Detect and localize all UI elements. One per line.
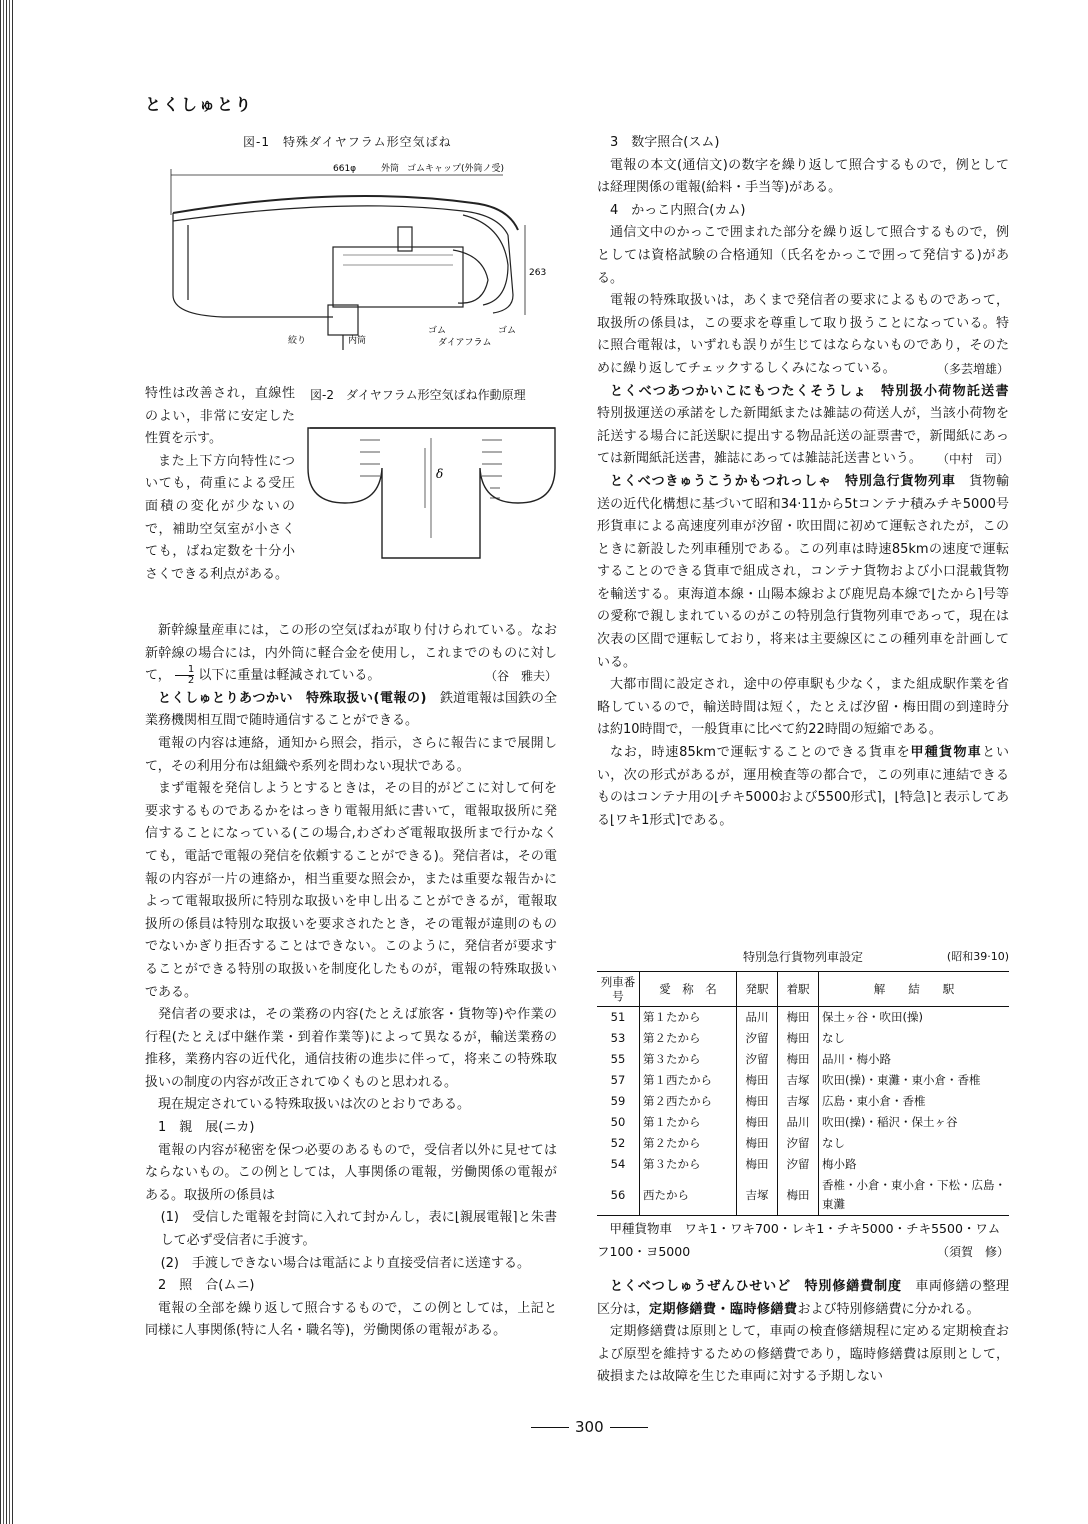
- figure-2-operating-principle-diagram: [300, 408, 562, 608]
- right-p8-text-a: なお，時速85kmで運転することのできる貨車を: [610, 745, 911, 761]
- subsection-2-text: 電報の全部を繰り返して照合するもので，この例としては，上記と同様に人事関係(特に人名・職名等)，労働関係の電報がある。: [145, 1300, 557, 1339]
- page-number-text: 300: [575, 1418, 604, 1436]
- fig1-label-diameter: 661φ: [333, 164, 357, 174]
- subsection-1-item-2: (2) 手渡しできない場合は電話により直接受信者に送達する。: [160, 1255, 531, 1271]
- cell-train-number: 55: [610, 1052, 626, 1066]
- cell-coupling-stations: 吹田(操)・稲沢・保土ヶ谷: [819, 1112, 1010, 1133]
- cell-destination: 梅田: [778, 1007, 819, 1029]
- table-date: (昭和39·10): [946, 950, 1009, 963]
- entry-text: 鉄道電報は国鉄の全業務機関相互間で随時通信することができる。: [145, 690, 557, 729]
- fraction-denominator: 2: [187, 675, 195, 687]
- cell-coupling-stations: なし: [819, 1028, 1010, 1049]
- table-row: [597, 1175, 1009, 1216]
- table-title: 特別急行貨物列車設定: [742, 950, 863, 964]
- right-column-lower: [597, 1276, 1009, 1389]
- right-p6: [597, 290, 1009, 380]
- entry-bold: 定期修繕費・臨時修繕費: [649, 1301, 798, 1317]
- right-p6-text: 電報の特殊取扱いは，あくまで発信者の要求によるものであって，取扱所の係員は，この要求を尊重して取り扱うことになっている。特に照合電報は，いずれも誤りが生じてはならないものであり，そのために繰り返してチェックするしくみになっている。: [597, 293, 1009, 376]
- subsection-2-title: 2 照 合(ムニ): [158, 1278, 255, 1294]
- cell-origin: 梅田: [737, 1154, 778, 1175]
- subsection-3-text: 電報の本文(通信文)の数字を繰り返して照合するもので，例としては経理関係の電報(給料・手当等)がある。: [597, 157, 1009, 196]
- entry-text-a: 車両修繕の整理区分は，: [597, 1279, 1009, 1317]
- subsection-3-title: 3 数字照合(スム): [610, 135, 720, 150]
- cell-origin: 汐留: [737, 1049, 778, 1070]
- entry-tokubetsu-atsukai-konimotsu: [597, 381, 1009, 471]
- subsection-1-title: 1 親 展(ニカ): [158, 1120, 255, 1136]
- side-text: [145, 383, 295, 586]
- side-paragraph-1: 特性は改善され，直線性のよい，非常に安定した性質を示す。: [145, 386, 295, 447]
- entry-text-b: および特別修繕費に分かれる。: [797, 1301, 980, 1317]
- cell-nickname: 第１たから: [640, 1112, 737, 1133]
- left-p1-end: 以下に重量は軽減されている。: [198, 668, 381, 684]
- table-row: [597, 1154, 1009, 1175]
- table-title-row: [597, 948, 1009, 965]
- fraction-numerator: 1: [175, 665, 194, 676]
- table-row: [597, 1091, 1009, 1112]
- figure-1-air-spring-diagram: [163, 155, 547, 355]
- cell-coupling-stations: 梅小路: [819, 1154, 1010, 1175]
- cars-list: ワキ1・ワキ700・レキ1・チキ5000・チキ5500・ワムフ100・ヨ5000: [597, 1221, 1001, 1259]
- col-destination: 着駅: [778, 972, 819, 1007]
- cell-destination: 汐留: [778, 1133, 819, 1154]
- cell-train-number: 52: [610, 1136, 626, 1150]
- entry-tokushu-toriatsukai: [145, 688, 557, 733]
- fig1-label-height: 263: [529, 268, 547, 278]
- cell-nickname: 第３たから: [640, 1049, 737, 1070]
- cell-train-number: 50: [610, 1115, 626, 1129]
- left-p3: まず電報を発信しようとするときは，その目的がどこに対して何を要求するものであるかをはっきり電報用紙に書いて，電報取扱所に発信することになっている(この場合,わざわざ電報取扱所まで行かなくても，電話で電報の発信を依頼することができる)。発信者は，その電報の内容が一片の連絡か，相当重要な照会か，または重要な報告かによって電報取扱所に特別な取扱いを申し出ることができるが，電報取扱所の係員は特別な取扱いを要求されたとき，その電報が違則のものでないかぎり拒否することはできない。このように，発信者が要求することができる特別の取扱いを制度化したものが，電報の特殊取扱いである。: [145, 781, 557, 1000]
- cell-coupling-stations: 品川・梅小路: [819, 1049, 1010, 1070]
- subsection-1-text: 電報の内容が秘密を保つ必要のあるもので，受信者以外に見せてはならないもの。この例としては，人事関係の電報，労働関係の電報がある。取扱所の係員は: [145, 1142, 557, 1203]
- entry-title: 特別急行貨物列車: [845, 473, 956, 489]
- fig1-label-outer: 外筒: [381, 164, 400, 174]
- cell-origin: 品川: [737, 1007, 778, 1029]
- entry-text: 貨物輸送の近代化構想に基づいて昭和34·11から5tコンテナ積みチキ5000号形貨車による高速度列車が汐留・吹田間に初めて運転されたが，このときに新設した列車種別である。この列車は時速85kmの速度で運転することのできる貨車で組成され，コンテナ貨物および小口混載貨物を輸送する。東海道本線・山陽本線および鹿児島本線で⌊たから⌉号等の愛称で親しまれているのがこの特別急行貨物列車であって，現在は次表の区間で運転しており，将来は主要線区にこの種列車を計画している。: [597, 473, 1009, 670]
- cell-coupling-stations: 香椎・小倉・東小倉・下松・広島・東灘: [819, 1175, 1010, 1216]
- fig1-label-rubber2: ゴム: [498, 326, 517, 336]
- left-p1: [145, 620, 557, 688]
- cell-train-number: 57: [610, 1073, 626, 1087]
- table-row: [597, 1028, 1009, 1049]
- cell-train-number: 59: [610, 1094, 626, 1108]
- page-number: [525, 1418, 654, 1436]
- running-header: とくしゅとり: [145, 95, 254, 114]
- express-freight-table: [597, 948, 1009, 1216]
- cell-train-number: 54: [610, 1157, 626, 1171]
- cell-coupling-stations: 広島・東小倉・香椎: [819, 1091, 1010, 1112]
- right-p9: 定期修繕費は原則として，車両の検査修繕規程に定める定期検査および原型を維持するための修繕費であり，臨時修繕費は原則として，破損または故障を生じた車両に対する予期しない: [597, 1324, 1009, 1385]
- left-p2: 電報の内容は連絡，通知から照会，指示，さらに報告にまで展開して，その利用分布は組織や系列を問わない現状である。: [145, 735, 557, 774]
- right-p7: 大都市間に設定され，途中の停車駅も少なく，また組成駅作業を省略しているので，輸送時間は短く，たとえば汐留・梅田間の到達時分は約10時間で，一般貨車に比べて約22時間の短縮である。: [597, 677, 1009, 738]
- side-paragraph-2: また上下方向特性についても，荷重による受圧面積の変化が少ないので，補助空気室が小さくても，ばね定数を十分小さくできる利点がある。: [145, 453, 295, 582]
- fig1-label-diaphragm: ダイアフラム: [438, 338, 492, 348]
- author-suga: （須賀 修）: [936, 1244, 1009, 1259]
- class-a-freight-cars: [597, 1218, 1009, 1263]
- entry-title: 特別修繕費制度: [804, 1279, 902, 1294]
- cell-origin: 汐留: [737, 1028, 778, 1049]
- cell-origin: 梅田: [737, 1091, 778, 1112]
- fig1-label-rubber1: ゴム: [428, 326, 447, 336]
- right-p8-bold: 甲種貨物車: [910, 745, 983, 761]
- left-p1-text: 新幹線量産車には，この形の空気ばねが取り付けられている。なお新幹線の場合には，内外筒に軽合金を使用し，これまでのものに対して，: [145, 623, 557, 684]
- figure-1-caption: 図-1 特殊ダイヤフラム形空気ばね: [243, 135, 452, 149]
- cell-destination: 梅田: [778, 1028, 819, 1049]
- col-train-number: 列車番号: [597, 972, 640, 1007]
- cell-destination: 梅田: [778, 1175, 819, 1216]
- subsection-1-item-1: (1) 受信した電報を封筒に入れて封かんし，表に⌊親展電報⌉と朱書して必ず受信者に手渡す。: [160, 1210, 557, 1249]
- entry-kana: とくしゅとりあつかい: [158, 690, 294, 706]
- entry-text: 特別扱運送の承諾をした新聞紙または雑誌の荷送人が，当該小荷物を託送する場合に託送駅に提出する物品託送の証票書で，新聞紙にあっては新聞紙託送書，雑誌にあっては雑誌託送書という。: [597, 406, 1009, 467]
- entry-tokubetsu-kyuko-kamotsu-ressha: [597, 471, 1009, 674]
- subsection-4-text: 通信文中のかっこで囲まれた部分を繰り返して照合するもので，例としては資格試験の合格通知（氏名をかっこで囲って発信する)がある。: [597, 225, 1009, 286]
- cell-destination: 吉塚: [778, 1070, 819, 1091]
- fig2-delta-label: δ: [436, 467, 444, 481]
- right-p8: [597, 742, 1009, 832]
- cell-train-number: 56: [597, 1175, 640, 1216]
- cell-destination: 吉塚: [778, 1091, 819, 1112]
- fraction-one-half: [175, 665, 194, 686]
- table-row: [597, 1112, 1009, 1133]
- fig1-label-inner: 内筒: [348, 336, 367, 346]
- table-row: [597, 1133, 1009, 1154]
- cars-line: [597, 1218, 1009, 1263]
- left-column: [145, 620, 557, 1343]
- cell-nickname: 第１西たから: [640, 1070, 737, 1091]
- col-origin: 発駅: [737, 972, 778, 1007]
- entry-title: 特別扱小荷物託送書: [881, 383, 1009, 399]
- right-p8-text-b: といい，次の形式があるが，運用検査等の都合で，この列車に連結できるものはコンテナ用の⌊チキ5000および5500形式⌉，⌊特急⌉と表示してある⌊ワキ1形式⌉である。: [597, 745, 1009, 828]
- cell-nickname: 第３たから: [640, 1154, 737, 1175]
- col-nickname: 愛 称 名: [640, 972, 737, 1007]
- cell-coupling-stations: 保土ヶ谷・吹田(操): [819, 1007, 1010, 1029]
- cell-destination: 汐留: [778, 1154, 819, 1175]
- cell-nickname: 第２西たから: [640, 1091, 737, 1112]
- cell-origin: 梅田: [737, 1133, 778, 1154]
- cell-nickname: 第２たから: [640, 1028, 737, 1049]
- table-row: [597, 1007, 1009, 1029]
- cell-nickname: 第１たから: [640, 1007, 737, 1029]
- cell-origin: 吉塚: [737, 1175, 778, 1216]
- left-p4: 発信者の要求は，その業務の内容(たとえば旅客・貨物等)や作業の行程(たとえば中継作業・到着作業等)によって異なるが，輸送業務の推移，業務内容の近代化，通信技術の進歩に伴って，将来この特殊取扱いの制度の内容が改正されてゆくものと思われる。: [145, 1007, 557, 1090]
- cell-origin: 梅田: [737, 1112, 778, 1133]
- cell-origin: 梅田: [737, 1070, 778, 1091]
- cell-nickname: 西たから: [640, 1175, 737, 1216]
- cell-nickname: 第２たから: [640, 1133, 737, 1154]
- right-column: [597, 132, 1009, 832]
- cell-destination: 梅田: [778, 1049, 819, 1070]
- figure-2-caption: 図-2 ダイヤフラム形空気ばね作動原理: [310, 388, 526, 402]
- entry-kana: とくべつあつかいこにもつたくそうしょ: [610, 383, 868, 399]
- entry-title: 特殊取扱い(電報の): [306, 690, 427, 706]
- table-row: [597, 1070, 1009, 1091]
- cell-destination: 品川: [778, 1112, 819, 1133]
- subsection-4-title: 4 かっこ内照合(カム): [610, 202, 746, 218]
- cell-coupling-stations: なし: [819, 1133, 1010, 1154]
- train-schedule-table: [597, 971, 1009, 1216]
- entry-tokubetsu-shuzenhi-seido: [597, 1276, 1009, 1321]
- col-coupling-stations: 解 結 駅: [819, 972, 1010, 1007]
- cell-train-number: 53: [610, 1031, 626, 1045]
- cars-label: 甲種貨物車: [609, 1221, 673, 1236]
- entry-kana: とくべつしゅうぜんひせいど: [610, 1279, 792, 1294]
- author-tani: （谷 雅夫）: [484, 669, 557, 684]
- cell-coupling-stations: 吹田(操)・東灘・東小倉・香椎: [819, 1070, 1010, 1091]
- fig1-label-squeeze: 絞り: [288, 336, 307, 346]
- cell-train-number: 51: [610, 1010, 626, 1024]
- fig1-label-cap: ゴムキャップ(外筒ノ受): [407, 164, 505, 174]
- left-p5: 現在規定されている特殊取扱いは次のとおりである。: [158, 1097, 471, 1113]
- entry-kana: とくべつきゅうこうかもつれっしゃ: [610, 473, 832, 489]
- table-header-row: [597, 972, 1009, 1007]
- author-tagei: （多芸増雄）: [936, 361, 1009, 376]
- author-nakamura: （中村 司）: [936, 452, 1009, 467]
- table-row: [597, 1049, 1009, 1070]
